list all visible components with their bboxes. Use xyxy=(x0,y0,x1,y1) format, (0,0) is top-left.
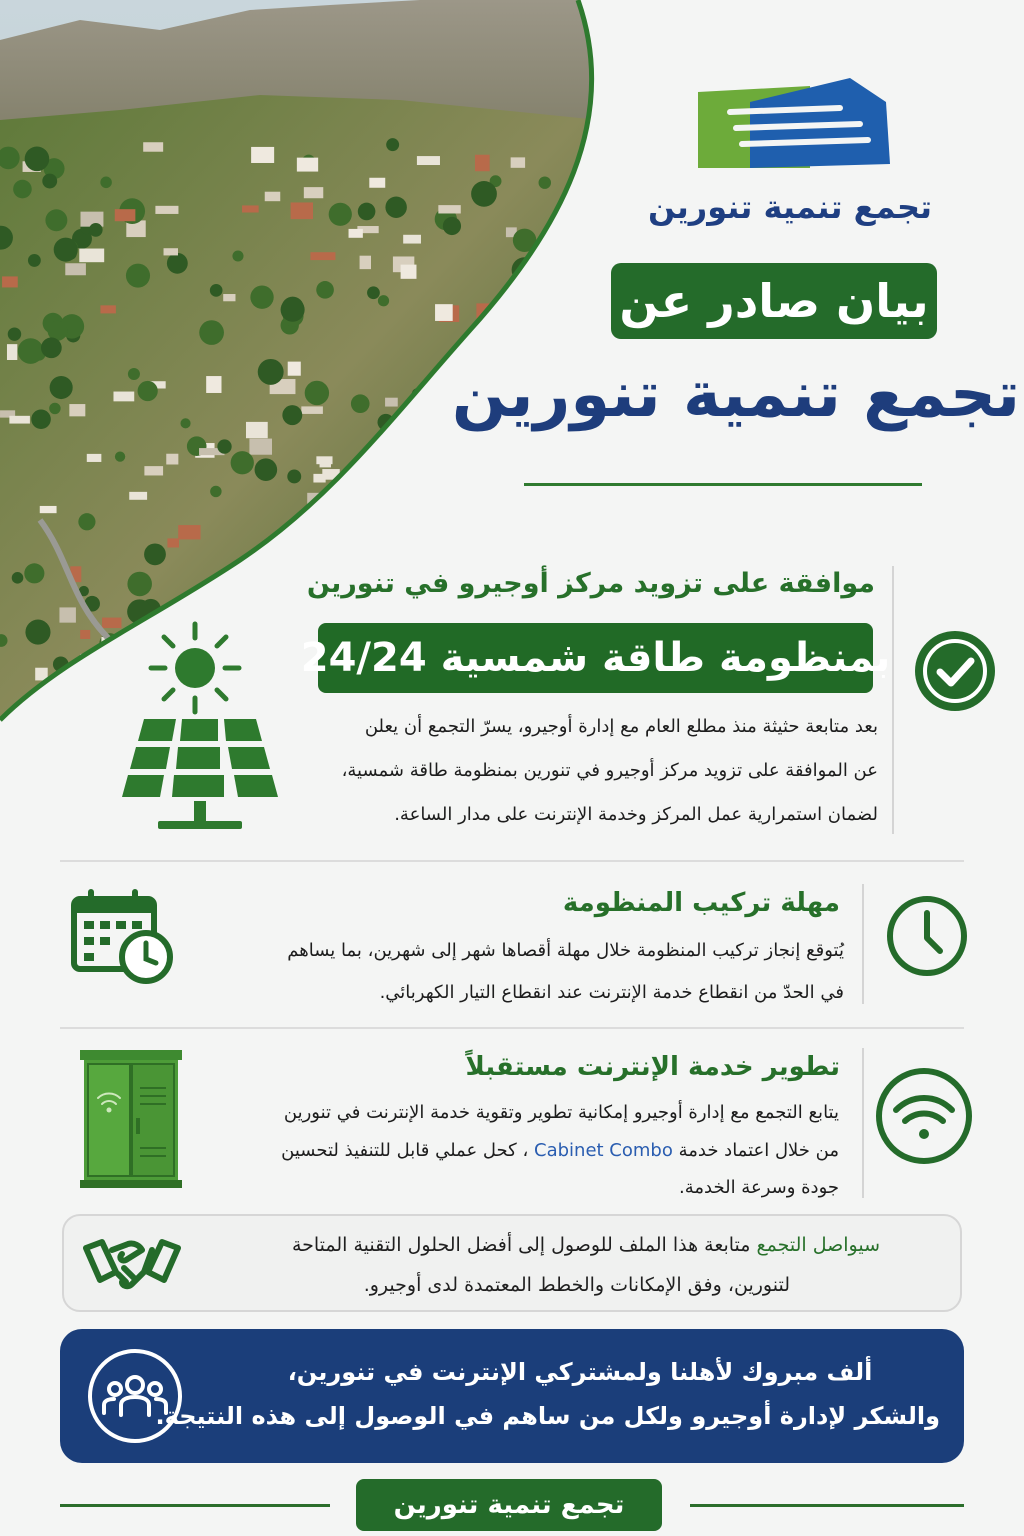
internet-body-text: ، كحل عملي قابل للتنفيذ لتحسين xyxy=(281,1140,529,1161)
statement-label: بيان صادر عن xyxy=(611,263,937,339)
page-title: تجمع تنمية تنورين xyxy=(451,358,1020,432)
deadline-title: مهلة تركيب المنظومة xyxy=(562,888,840,918)
solar-panel-icon xyxy=(120,715,280,835)
footer-divider xyxy=(60,1504,330,1507)
section-divider xyxy=(892,566,894,834)
approval-body-line: لضمان استمرارية عمل المركز وخدمة الإنترنت على مدار الساعة. xyxy=(394,804,878,825)
approval-body-line: عن الموافقة على تزويد مركز أوجيرو في تنورين بمنظومة طاقة شمسية، xyxy=(341,760,878,781)
internet-title: تطوير خدمة الإنترنت مستقبلاً xyxy=(465,1052,840,1082)
solar-highlight-badge: بمنظومة طاقة شمسية 24/24 xyxy=(318,623,873,693)
congrats-line: والشكر لإدارة أوجيرو ولكل من ساهم في الوصول إلى هذه النتيجة. xyxy=(155,1402,940,1430)
followup-line: لتنورين، وفق الإمكانات والخطط المعتمدة لدى أوجيرو. xyxy=(363,1274,790,1296)
internet-body-line xyxy=(281,1140,839,1161)
deadline-body-line: يُتوقع إنجاز تركيب المنظومة خلال مهلة أقصاها شهر إلى شهرين، بما يساهم xyxy=(287,940,844,961)
people-group-icon xyxy=(86,1347,184,1445)
congrats-line: ألف مبروك لأهلنا ولمشتركي الإنترنت في تنورين، xyxy=(287,1358,873,1386)
congrats-banner xyxy=(60,1329,964,1463)
internet-body-line: جودة وسرعة الخدمة. xyxy=(679,1177,839,1198)
internet-body-text: من خلال اعتماد خدمة xyxy=(678,1140,839,1161)
section-separator xyxy=(60,860,964,862)
wifi-icon xyxy=(874,1066,974,1166)
footer-label: تجمع تنمية تنورين xyxy=(356,1479,662,1531)
internet-body-line: يتابع التجمع مع إدارة أوجيرو إمكانية تطوير وتقوية خدمة الإنترنت في تنورين xyxy=(283,1102,839,1123)
calendar-clock-icon xyxy=(70,885,176,985)
clock-icon xyxy=(884,893,970,979)
heading-divider xyxy=(524,483,922,486)
followup-line xyxy=(292,1234,880,1256)
footer-divider xyxy=(690,1504,964,1507)
followup-highlight: سيواصل التجمع xyxy=(756,1234,880,1256)
followup-text: متابعة هذا الملف للوصول إلى أفضل الحلول التقنية المتاحة xyxy=(291,1234,757,1256)
cabinet-combo-term: Cabinet Combo xyxy=(534,1140,673,1161)
hands-logo-icon xyxy=(690,72,900,182)
section-divider xyxy=(862,1048,864,1198)
deadline-body-line: في الحدّ من انقطاع خدمة الإنترنت عند انقطاع التيار الكهربائي. xyxy=(379,982,844,1003)
section-separator xyxy=(60,1027,964,1029)
section-divider xyxy=(862,884,864,1004)
sun-icon xyxy=(145,618,245,718)
logo-name: تجمع تنمية تنورين xyxy=(647,188,933,226)
check-circle-icon xyxy=(912,628,998,714)
network-cabinet-icon xyxy=(76,1048,186,1190)
followup-note xyxy=(62,1214,962,1312)
approval-body-line: بعد متابعة حثيثة منذ مطلع العام مع إدارة أوجيرو، يسرّ التجمع أن يعلن xyxy=(364,716,878,737)
handshake-icon xyxy=(82,1228,182,1298)
approval-title: موافقة على تزويد مركز أوجيرو في تنورين xyxy=(306,568,875,599)
